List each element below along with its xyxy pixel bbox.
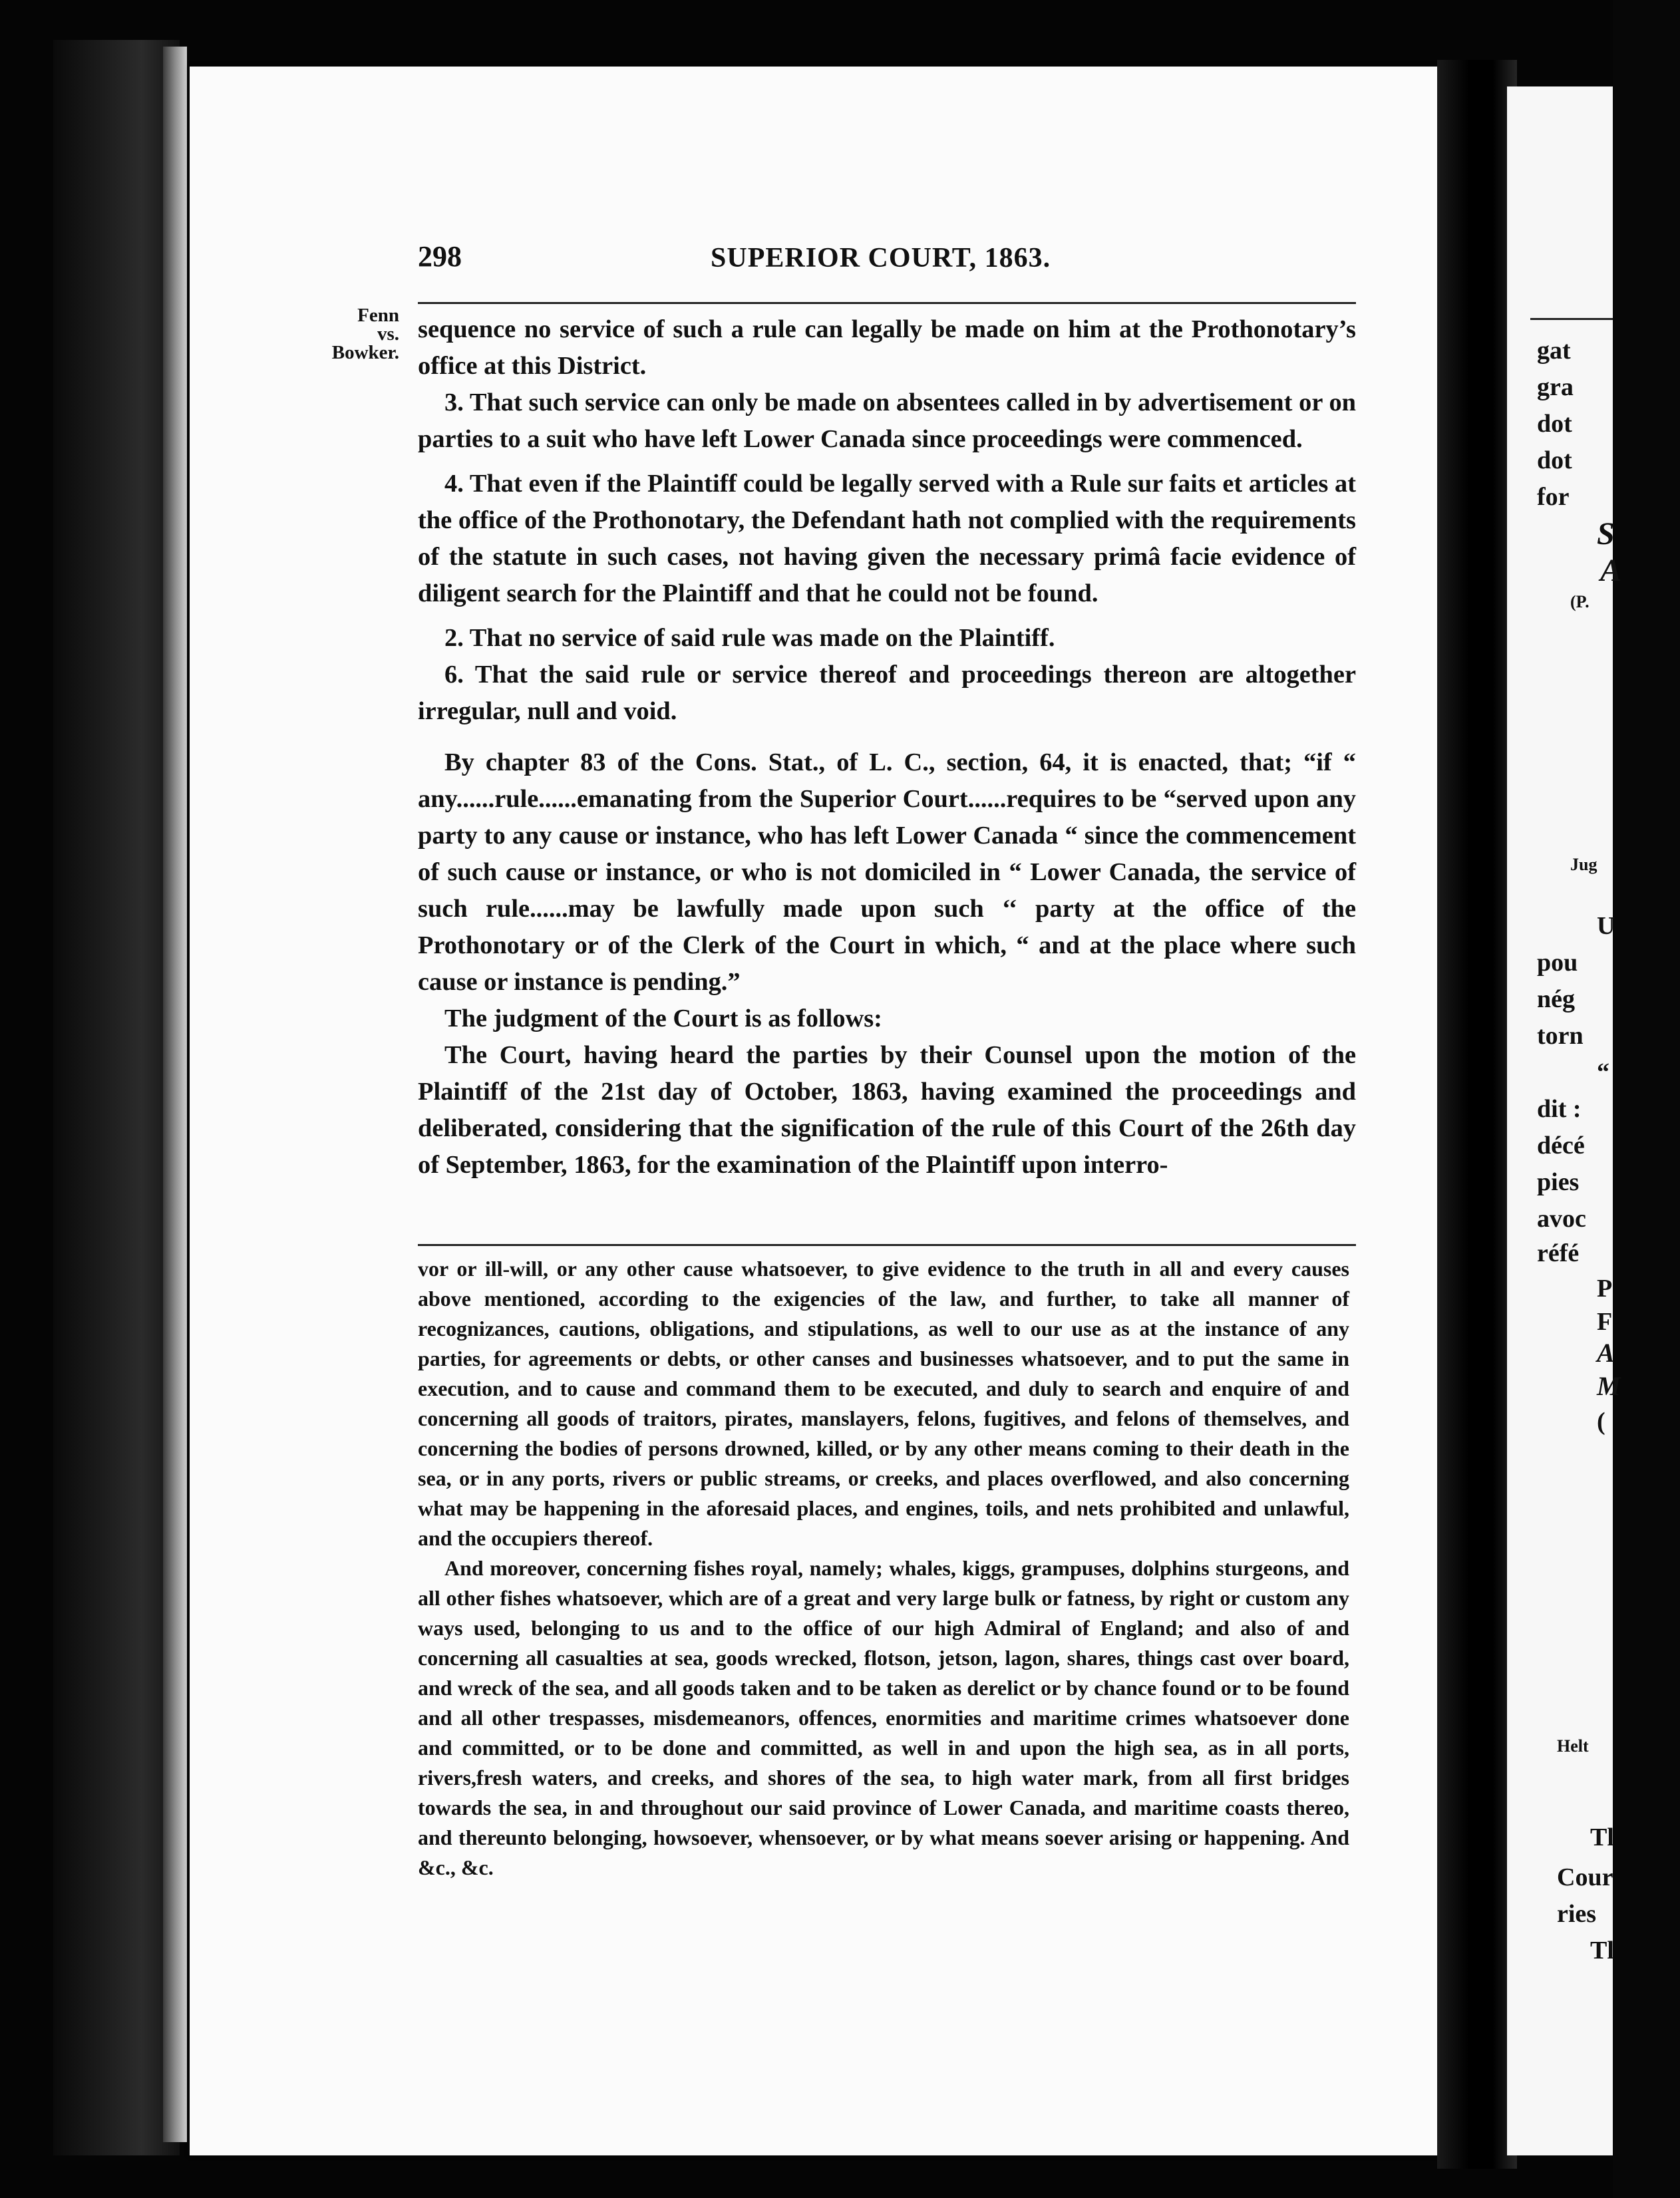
facing-page-fragment: M [1597,1371,1621,1401]
footnote-paragraph: And moreover, concerning fishes royal, namely; whales, kiggs, grampuses, dolphins sturgeons, and all other fishes whatsoever, which are of a great and very large bulk or fatness, by right or custom any ways used, belonging to us and to the office of our high Admiral of England; and also of and concerning all casualties at sea, goods wrecked, flotson, jetson, lagon, shares, things cast over board, and wreck of the sea, and all goods taken and to be taken as derelict or by chance found or to be found and all other trespasses, misdemeanors, offences, enormities and maritime crimes whatsoever done and committed, or to be done and committed, as well in and upon the high sea, as in all ports, rivers,fresh waters, and creeks, and shores of the sea, to high water mark, from all first bridges towards the sea, in and throughout our said province of Lower Canada, and maritime coasts thereo, and thereunto belonging, howsoever, whensoever, or by what means soever arising or happening. And &c., &c. [418,1556,1349,1879]
body-paragraph: 3. That such service can only be made on absentees called in by advertisement or on parties to a suit who have left Lower Canada since proceedings were commenced. [418,389,1356,453]
footnote-rule [418,1244,1356,1246]
body-paragraph: sequence no service of such a rule can legally be made on him at the Prothonotary’s office at this District. [418,315,1356,380]
facing-page-fragment: Tl [1590,1823,1614,1851]
facing-page-fragment: pou [1537,949,1578,977]
facing-page-fragment: décé [1537,1132,1585,1160]
running-head: SUPERIOR COURT, 1863. [711,243,1051,273]
facing-page-fragment: A [1600,553,1622,588]
facing-page-fragment: nég [1537,985,1575,1013]
facing-page-fragment: dit : [1537,1095,1582,1123]
page-header [418,239,1336,293]
facing-page-fragment: for [1537,483,1570,511]
margin-note-line: vs. [377,323,399,345]
facing-page-fragment: (P. [1570,592,1590,611]
facing-page-fragment: ( [1597,1408,1605,1436]
book-gutter [1437,60,1517,2169]
body-paragraph: 2. That no service of said rule was made on the Plaintiff. [444,624,1055,652]
facing-page-fragment: dot [1537,446,1572,474]
facing-page-fragment: Tl [1590,1937,1614,1964]
margin-note [286,306,399,362]
page-number: 298 [418,240,462,273]
page-edge [163,47,187,2142]
facing-page-fragment: A [1597,1338,1615,1368]
facing-page-fragment: Helt [1557,1736,1589,1756]
body-paragraph: The judgment of the Court is as follows: [444,1005,882,1032]
facing-page-fragment: réfé [1537,1239,1580,1267]
facing-page-fragment: ries [1557,1900,1597,1928]
footnote-paragraph: vor or ill-will, or any other cause whatsoever, to give evidence to the truth in all and every causes above mentioned, according to the exigencies of the law, and further, to take all manner of recognizances, cautions, obligations, and stipulations, as well to our use as at the instance of any parties, for agreements or debts, or other canses and businesses whatsoever, and to put the same in execution, and to cause and command them to be executed, and duly to search and enquire of and concerning all goods of traitors, pirates, manslayers, felons, fugitives, and felons of themselves, and concerning the bodies of persons drowned, killed, or by any other means coming to their death in the sea, or in any ports, rivers or public streams, or creeks, and places overflowed, and also concerning what may be happening in the aforesaid places, and engines, toils, and nets prohibited and unlawful, and the occupiers thereof. [418,1257,1349,1550]
facing-page-fragment: “ [1597,1058,1609,1086]
body-paragraph: The Court, having heard the parties by their Counsel upon the motion of the Plaintiff of the 21st day of October, 1863, having examined the proceedings and deliberated, considering that the signification of the rule of this Court of the 26th day of September, 1863, for the examination of the Plaintiff upon interro- [418,1041,1356,1179]
margin-note-line: Fenn [357,305,399,326]
facing-page-fragment: avoc [1537,1205,1586,1233]
facing-page-rule [1530,318,1613,320]
facing-page-fragment: dot [1537,410,1572,438]
header-rule [418,302,1356,304]
facing-page-fragment: U [1597,912,1615,940]
facing-page-fragment: F [1597,1308,1613,1336]
body-text [418,311,1356,1183]
footnote [418,1254,1349,1883]
facing-page-fragment: Jug [1570,855,1597,874]
facing-page-fragment: Cour [1557,1863,1613,1891]
facing-page-fragment: torn [1537,1022,1584,1050]
facing-page-fragment: gra [1537,373,1574,401]
facing-page-fragment: gat [1537,337,1571,365]
body-paragraph: 4. That even if the Plaintiff could be legally served with a Rule sur faits et articles at the office of the Prothonotary, the Defendant hath not complied with the requirements of the statute in such cases, not having given the necessary primâ facie evidence of diligent search for the Plaintiff and that he could not be found. [418,470,1356,607]
margin-note-line: Bowker. [331,342,399,363]
facing-page-fragment: S [1597,516,1615,551]
book-spine [53,40,180,2155]
facing-page-fragment: P [1597,1275,1613,1303]
body-paragraph: By chapter 83 of the Cons. Stat., of L. C., section, 64, it is enacted, that; “if “ any......rule......emanating from the Superior Court......requires to be “served upon any party to any cause or instance, who has left Lower Canada “ since the commencement of such cause or instance, or who is not domiciled in “ Lower Canada, the service of such rule......may be lawfully made upon such ‘‘ party at the office of the Prothonotary or of the Clerk of the Court in which, “ and at the place where such cause or instance is pending.” [418,748,1356,996]
facing-page-fragment: pies [1537,1168,1580,1196]
body-paragraph: 6. That the said rule or service thereof and proceedings thereon are altogether irregular, null and void. [418,661,1356,725]
